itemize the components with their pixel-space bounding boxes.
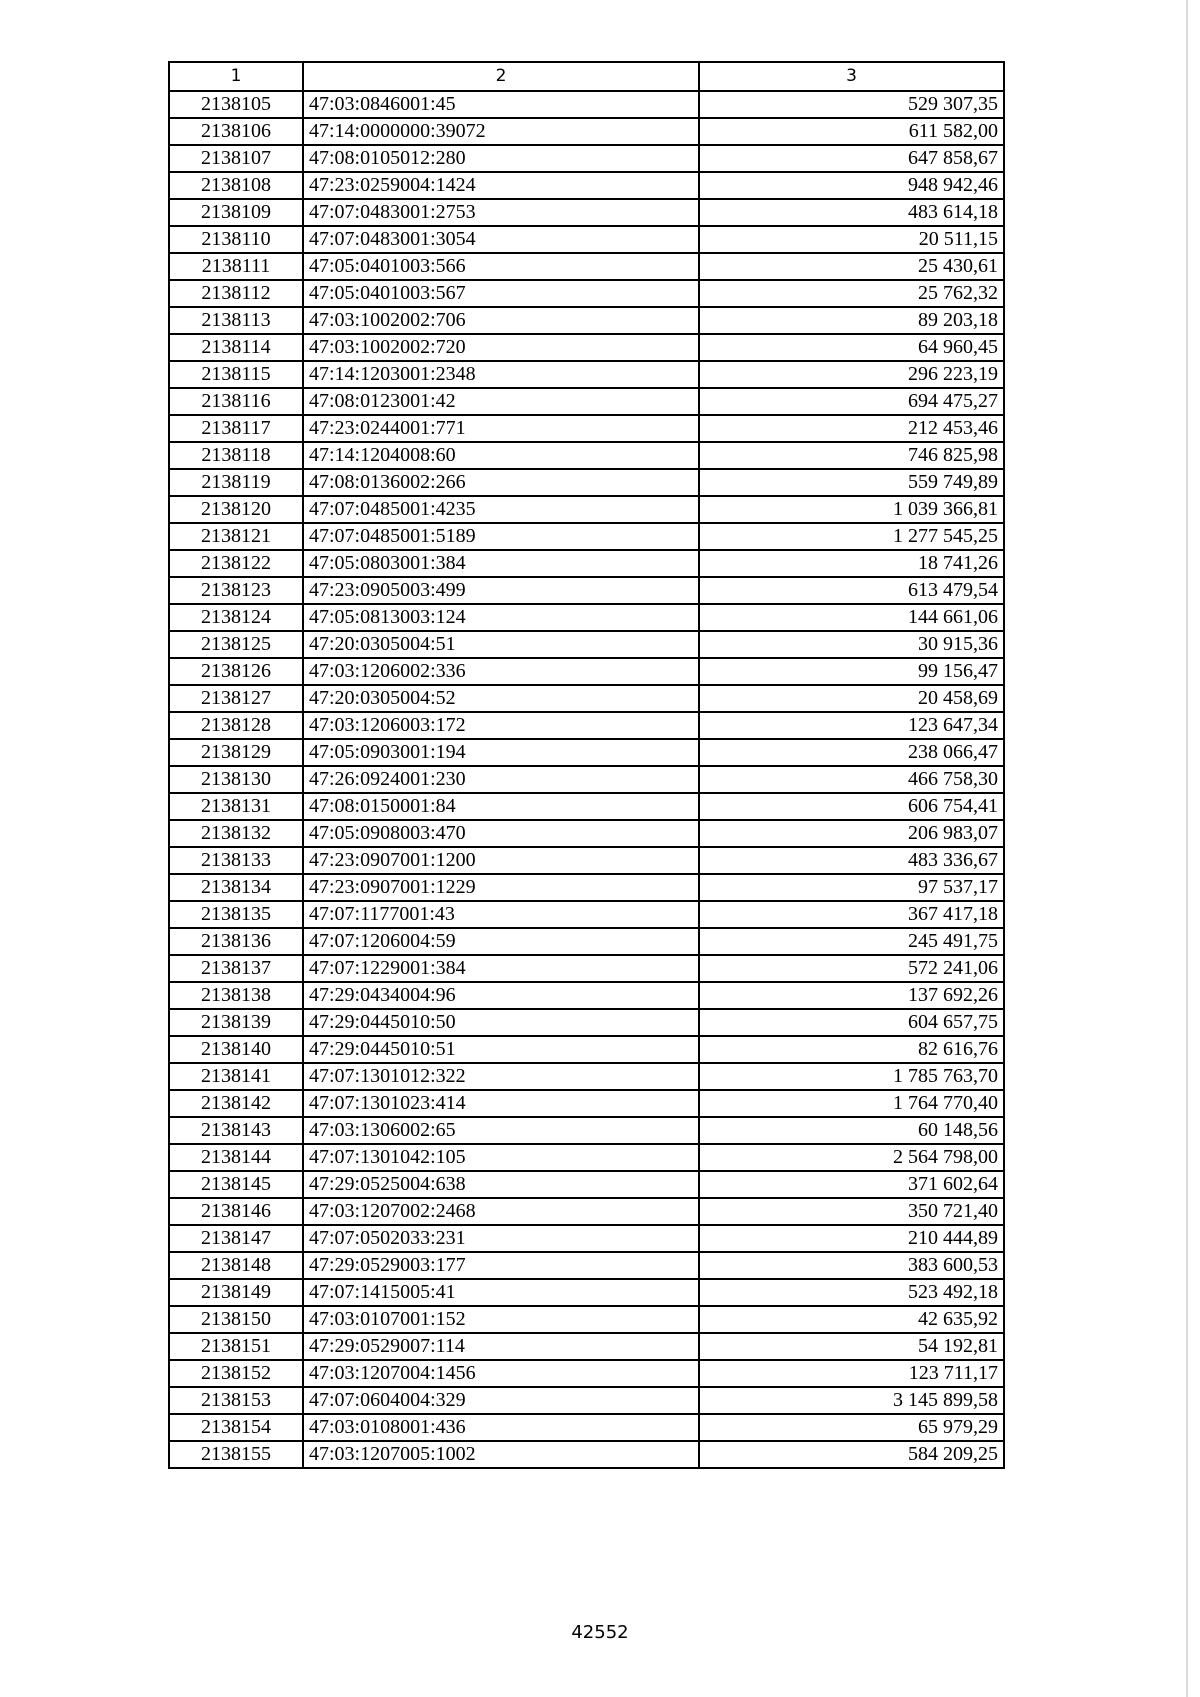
- row-number-cell: 2138105: [169, 91, 303, 118]
- table-row: [169, 1333, 1004, 1360]
- table-row: [169, 226, 1004, 253]
- table-row: [169, 955, 1004, 982]
- table-row: [169, 1171, 1004, 1198]
- cadastral-value-cell: 383 600,53: [699, 1252, 1004, 1279]
- cadastral-value-cell: 65 979,29: [699, 1414, 1004, 1441]
- row-number-cell: 2138131: [169, 793, 303, 820]
- table-row: [169, 253, 1004, 280]
- table-row: [169, 1090, 1004, 1117]
- cadastral-value-cell: 611 582,00: [699, 118, 1004, 145]
- cadastral-number-cell: 47:20:0305004:51: [303, 631, 699, 658]
- table-row: [169, 307, 1004, 334]
- cadastral-number-cell: 47:08:0150001:84: [303, 793, 699, 820]
- row-number-cell: 2138152: [169, 1360, 303, 1387]
- cadastral-number-cell: 47:05:0401003:566: [303, 253, 699, 280]
- table-row: [169, 361, 1004, 388]
- table-row: [169, 631, 1004, 658]
- cadastral-value-cell: 212 453,46: [699, 415, 1004, 442]
- table-row: [169, 847, 1004, 874]
- row-number-cell: 2138106: [169, 118, 303, 145]
- cadastral-number-cell: 47:07:0483001:3054: [303, 226, 699, 253]
- cadastral-value-cell: 572 241,06: [699, 955, 1004, 982]
- row-number-cell: 2138129: [169, 739, 303, 766]
- table-row: [169, 550, 1004, 577]
- table-row: [169, 1144, 1004, 1171]
- cadastral-value-cell: 25 430,61: [699, 253, 1004, 280]
- table-row: [169, 388, 1004, 415]
- row-number-cell: 2138107: [169, 145, 303, 172]
- cadastral-value-cell: 613 479,54: [699, 577, 1004, 604]
- row-number-cell: 2138110: [169, 226, 303, 253]
- cadastral-value-cell: 20 511,15: [699, 226, 1004, 253]
- cadastral-value-cell: 25 762,32: [699, 280, 1004, 307]
- cadastral-value-cell: 350 721,40: [699, 1198, 1004, 1225]
- cadastral-value-cell: 82 616,76: [699, 1036, 1004, 1063]
- cadastral-number-cell: 47:29:0445010:50: [303, 1009, 699, 1036]
- table-row: [169, 874, 1004, 901]
- cadastral-value-cell: 238 066,47: [699, 739, 1004, 766]
- row-number-cell: 2138112: [169, 280, 303, 307]
- row-number-cell: 2138137: [169, 955, 303, 982]
- row-number-cell: 2138113: [169, 307, 303, 334]
- table-row: [169, 982, 1004, 1009]
- table-row: [169, 604, 1004, 631]
- row-number-cell: 2138115: [169, 361, 303, 388]
- table-row: [169, 793, 1004, 820]
- cadastral-number-cell: 47:14:1204008:60: [303, 442, 699, 469]
- cadastral-number-cell: 47:07:1415005:41: [303, 1279, 699, 1306]
- cadastral-value-cell: 42 635,92: [699, 1306, 1004, 1333]
- cadastral-number-cell: 47:14:0000000:39072: [303, 118, 699, 145]
- cadastral-value-cell: 1 039 366,81: [699, 496, 1004, 523]
- cadastral-value-cell: 144 661,06: [699, 604, 1004, 631]
- table-row: [169, 928, 1004, 955]
- table-row: [169, 577, 1004, 604]
- cadastral-value-cell: 746 825,98: [699, 442, 1004, 469]
- row-number-cell: 2138154: [169, 1414, 303, 1441]
- cadastral-value-cell: 523 492,18: [699, 1279, 1004, 1306]
- row-number-cell: 2138151: [169, 1333, 303, 1360]
- cadastral-value-cell: 466 758,30: [699, 766, 1004, 793]
- cadastral-number-cell: 47:23:0907001:1229: [303, 874, 699, 901]
- row-number-cell: 2138142: [169, 1090, 303, 1117]
- cadastral-value-cell: 210 444,89: [699, 1225, 1004, 1252]
- row-number-cell: 2138109: [169, 199, 303, 226]
- cadastral-number-cell: 47:23:0244001:771: [303, 415, 699, 442]
- cadastral-number-cell: 47:08:0136002:266: [303, 469, 699, 496]
- cadastral-value-cell: 1 277 545,25: [699, 523, 1004, 550]
- cadastral-value-table: [168, 61, 1005, 1469]
- row-number-cell: 2138116: [169, 388, 303, 415]
- cadastral-number-cell: 47:07:0604004:329: [303, 1387, 699, 1414]
- row-number-cell: 2138136: [169, 928, 303, 955]
- row-number-cell: 2138121: [169, 523, 303, 550]
- row-number-cell: 2138123: [169, 577, 303, 604]
- cadastral-number-cell: 47:29:0525004:638: [303, 1171, 699, 1198]
- cadastral-value-cell: 606 754,41: [699, 793, 1004, 820]
- table-row: [169, 1252, 1004, 1279]
- cadastral-number-cell: 47:03:1002002:720: [303, 334, 699, 361]
- table-row: [169, 685, 1004, 712]
- cadastral-value-cell: 97 537,17: [699, 874, 1004, 901]
- row-number-cell: 2138141: [169, 1063, 303, 1090]
- row-number-cell: 2138132: [169, 820, 303, 847]
- page-edge-divider: [1186, 0, 1188, 1697]
- cadastral-number-cell: 47:03:1207005:1002: [303, 1441, 699, 1468]
- cadastral-number-cell: 47:29:0434004:96: [303, 982, 699, 1009]
- row-number-cell: 2138133: [169, 847, 303, 874]
- table-row: [169, 1414, 1004, 1441]
- cadastral-number-cell: 47:07:0483001:2753: [303, 199, 699, 226]
- table-row: [169, 280, 1004, 307]
- cadastral-number-cell: 47:07:0502033:231: [303, 1225, 699, 1252]
- cadastral-value-cell: 137 692,26: [699, 982, 1004, 1009]
- cadastral-value-cell: 30 915,36: [699, 631, 1004, 658]
- cadastral-value-cell: 559 749,89: [699, 469, 1004, 496]
- table-row: [169, 442, 1004, 469]
- cadastral-value-cell: 647 858,67: [699, 145, 1004, 172]
- cadastral-number-cell: 47:26:0924001:230: [303, 766, 699, 793]
- cadastral-number-cell: 47:23:0905003:499: [303, 577, 699, 604]
- table-row: [169, 766, 1004, 793]
- table-row: [169, 1387, 1004, 1414]
- table-row: [169, 1117, 1004, 1144]
- row-number-cell: 2138119: [169, 469, 303, 496]
- cadastral-value-cell: 296 223,19: [699, 361, 1004, 388]
- table-row: [169, 1279, 1004, 1306]
- cadastral-number-cell: 47:03:1207002:2468: [303, 1198, 699, 1225]
- cadastral-value-cell: 123 647,34: [699, 712, 1004, 739]
- row-number-cell: 2138118: [169, 442, 303, 469]
- cadastral-number-cell: 47:20:0305004:52: [303, 685, 699, 712]
- cadastral-number-cell: 47:07:1206004:59: [303, 928, 699, 955]
- table-row: [169, 91, 1004, 118]
- row-number-cell: 2138143: [169, 1117, 303, 1144]
- table-row: [169, 334, 1004, 361]
- table-row: [169, 820, 1004, 847]
- table-row: [169, 118, 1004, 145]
- row-number-cell: 2138146: [169, 1198, 303, 1225]
- cadastral-value-cell: 2 564 798,00: [699, 1144, 1004, 1171]
- column-header-1: 1: [169, 62, 303, 91]
- cadastral-value-cell: 123 711,17: [699, 1360, 1004, 1387]
- row-number-cell: 2138149: [169, 1279, 303, 1306]
- cadastral-value-cell: 483 336,67: [699, 847, 1004, 874]
- cadastral-number-cell: 47:07:1301012:322: [303, 1063, 699, 1090]
- row-number-cell: 2138108: [169, 172, 303, 199]
- cadastral-number-cell: 47:07:1301023:414: [303, 1090, 699, 1117]
- row-number-cell: 2138117: [169, 415, 303, 442]
- cadastral-value-cell: 206 983,07: [699, 820, 1004, 847]
- cadastral-number-cell: 47:03:0108001:436: [303, 1414, 699, 1441]
- cadastral-value-cell: 99 156,47: [699, 658, 1004, 685]
- cadastral-number-cell: 47:03:1306002:65: [303, 1117, 699, 1144]
- table-row: [169, 901, 1004, 928]
- cadastral-value-cell: 89 203,18: [699, 307, 1004, 334]
- row-number-cell: 2138130: [169, 766, 303, 793]
- table-body: [169, 91, 1004, 1468]
- row-number-cell: 2138145: [169, 1171, 303, 1198]
- row-number-cell: 2138125: [169, 631, 303, 658]
- cadastral-number-cell: 47:03:1002002:706: [303, 307, 699, 334]
- row-number-cell: 2138138: [169, 982, 303, 1009]
- cadastral-number-cell: 47:03:0846001:45: [303, 91, 699, 118]
- table-row: [169, 145, 1004, 172]
- row-number-cell: 2138128: [169, 712, 303, 739]
- cadastral-number-cell: 47:08:0123001:42: [303, 388, 699, 415]
- row-number-cell: 2138147: [169, 1225, 303, 1252]
- cadastral-value-cell: 483 614,18: [699, 199, 1004, 226]
- row-number-cell: 2138148: [169, 1252, 303, 1279]
- cadastral-number-cell: 47:05:0908003:470: [303, 820, 699, 847]
- table-row: [169, 658, 1004, 685]
- cadastral-number-cell: 47:29:0529007:114: [303, 1333, 699, 1360]
- table-row: [169, 523, 1004, 550]
- row-number-cell: 2138155: [169, 1441, 303, 1468]
- row-number-cell: 2138111: [169, 253, 303, 280]
- row-number-cell: 2138126: [169, 658, 303, 685]
- table-row: [169, 712, 1004, 739]
- table-row: [169, 1009, 1004, 1036]
- table-row: [169, 1441, 1004, 1468]
- row-number-cell: 2138114: [169, 334, 303, 361]
- cadastral-number-cell: 47:05:0803001:384: [303, 550, 699, 577]
- cadastral-value-cell: 3 145 899,58: [699, 1387, 1004, 1414]
- table-row: [169, 172, 1004, 199]
- cadastral-number-cell: 47:29:0445010:51: [303, 1036, 699, 1063]
- table-row: [169, 1306, 1004, 1333]
- cadastral-value-cell: 18 741,26: [699, 550, 1004, 577]
- cadastral-number-cell: 47:23:0259004:1424: [303, 172, 699, 199]
- table-row: [169, 1036, 1004, 1063]
- cadastral-number-cell: 47:03:1206002:336: [303, 658, 699, 685]
- cadastral-value-cell: 367 417,18: [699, 901, 1004, 928]
- cadastral-number-cell: 47:23:0907001:1200: [303, 847, 699, 874]
- cadastral-number-cell: 47:07:0485001:4235: [303, 496, 699, 523]
- row-number-cell: 2138120: [169, 496, 303, 523]
- cadastral-value-cell: 54 192,81: [699, 1333, 1004, 1360]
- row-number-cell: 2138139: [169, 1009, 303, 1036]
- cadastral-value-cell: 245 491,75: [699, 928, 1004, 955]
- table-row: [169, 1063, 1004, 1090]
- row-number-cell: 2138153: [169, 1387, 303, 1414]
- cadastral-number-cell: 47:05:0813003:124: [303, 604, 699, 631]
- cadastral-number-cell: 47:14:1203001:2348: [303, 361, 699, 388]
- cadastral-value-cell: 60 148,56: [699, 1117, 1004, 1144]
- cadastral-value-cell: 948 942,46: [699, 172, 1004, 199]
- cadastral-number-cell: 47:07:0485001:5189: [303, 523, 699, 550]
- cadastral-value-cell: 529 307,35: [699, 91, 1004, 118]
- cadastral-number-cell: 47:03:1206003:172: [303, 712, 699, 739]
- table-row: [169, 1225, 1004, 1252]
- page-number: 42552: [571, 1622, 629, 1643]
- row-number-cell: 2138150: [169, 1306, 303, 1333]
- cadastral-number-cell: 47:03:0107001:152: [303, 1306, 699, 1333]
- column-header-2: 2: [303, 62, 699, 91]
- row-number-cell: 2138127: [169, 685, 303, 712]
- table-row: [169, 469, 1004, 496]
- cadastral-number-cell: 47:29:0529003:177: [303, 1252, 699, 1279]
- table-row: [169, 1360, 1004, 1387]
- table-row: [169, 1198, 1004, 1225]
- table-row: [169, 415, 1004, 442]
- column-header-3: 3: [699, 62, 1004, 91]
- row-number-cell: 2138140: [169, 1036, 303, 1063]
- table-row: [169, 496, 1004, 523]
- cadastral-number-cell: 47:05:0401003:567: [303, 280, 699, 307]
- table-header-row: [169, 62, 1004, 91]
- cadastral-value-cell: 604 657,75: [699, 1009, 1004, 1036]
- row-number-cell: 2138124: [169, 604, 303, 631]
- cadastral-value-cell: 64 960,45: [699, 334, 1004, 361]
- cadastral-number-cell: 47:07:1229001:384: [303, 955, 699, 982]
- row-number-cell: 2138134: [169, 874, 303, 901]
- table-row: [169, 199, 1004, 226]
- cadastral-number-cell: 47:07:1301042:105: [303, 1144, 699, 1171]
- cadastral-value-cell: 1 785 763,70: [699, 1063, 1004, 1090]
- table-row: [169, 739, 1004, 766]
- cadastral-value-cell: 1 764 770,40: [699, 1090, 1004, 1117]
- row-number-cell: 2138135: [169, 901, 303, 928]
- cadastral-value-cell: 694 475,27: [699, 388, 1004, 415]
- cadastral-value-cell: 20 458,69: [699, 685, 1004, 712]
- cadastral-number-cell: 47:08:0105012:280: [303, 145, 699, 172]
- cadastral-number-cell: 47:05:0903001:194: [303, 739, 699, 766]
- cadastral-number-cell: 47:07:1177001:43: [303, 901, 699, 928]
- cadastral-value-cell: 584 209,25: [699, 1441, 1004, 1468]
- row-number-cell: 2138122: [169, 550, 303, 577]
- row-number-cell: 2138144: [169, 1144, 303, 1171]
- cadastral-value-cell: 371 602,64: [699, 1171, 1004, 1198]
- cadastral-number-cell: 47:03:1207004:1456: [303, 1360, 699, 1387]
